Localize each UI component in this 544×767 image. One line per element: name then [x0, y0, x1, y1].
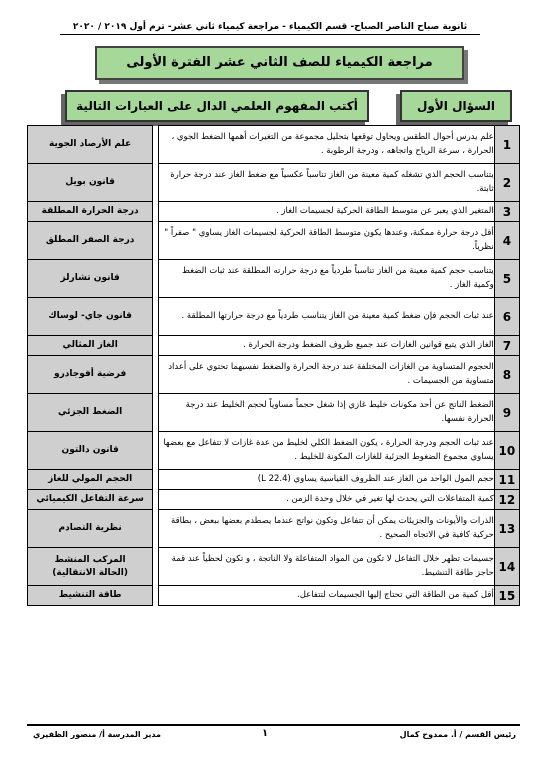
row-number: 12 — [494, 490, 519, 510]
statement-text: الضغط الناتج عن أحد مكونات خليط غازي إذا شغل حجماً مساوياً لحجم الخليط عند درجة الحرارة نفسها. — [159, 394, 494, 432]
head-of-department: رئيس القسم / أ. ممدوح كمال — [399, 730, 516, 739]
table-row — [28, 164, 520, 202]
school-principal: مدير المدرسة أ/ منصور الظفيري — [33, 730, 162, 739]
page-title: مراجعة الكيمياء للصف الثاني عشر الفترة الأولى — [95, 46, 464, 80]
school-header-line: ثانوية صباح الناصر الصباح- قسم الكيمياء - مراجعة كيمياء ثاني عشر- ترم أول ٢٠١٩ / ٢٠٢٠ — [60, 22, 480, 35]
answer-cell — [28, 260, 153, 298]
statement-text: الغاز الذي يتبع قوانين الغازات عند جميع ظروف الضغط ودرجة الحرارة . — [159, 336, 494, 356]
answer-cell — [28, 222, 153, 260]
answer-text: طاقة التنشيط — [58, 590, 122, 601]
column-gap — [153, 126, 159, 164]
row-number: 14 — [494, 548, 519, 586]
answer-text: درجة الحرارة المطلقة — [41, 206, 139, 217]
table-row — [28, 510, 520, 548]
row-number: 5 — [494, 260, 519, 298]
answer-cell — [28, 548, 153, 586]
column-gap — [153, 548, 159, 586]
column-gap — [153, 164, 159, 202]
row-number: 9 — [494, 394, 519, 432]
answer-text: المركب المنشط — [54, 554, 126, 565]
row-number: 11 — [494, 470, 519, 490]
answer-cell — [28, 586, 153, 606]
answer-cell — [28, 164, 153, 202]
statement-text: عند ثبات الحجم فإن ضغط كمية معينة من الغاز يتناسب طردياً مع درجة حرارتها المطلقة . — [159, 298, 494, 336]
table-row — [28, 222, 520, 260]
questions-table — [27, 125, 520, 606]
statement-text: يتناسب حجم كمية معينة من الغاز تناسباً طردياً مع درجة حرارته المطلقة عند ثبات الضغط وكمية الغاز . — [159, 260, 494, 298]
answer-cell — [28, 336, 153, 356]
table-row — [28, 432, 520, 470]
column-gap — [153, 470, 159, 490]
answer-cell — [28, 126, 153, 164]
statement-text: الحجوم المتساوية من الغازات المختلفة عند درجة الحرارة والضغط نفسيهما تحتوي على أعداد متساوية من الجسيمات . — [159, 356, 494, 394]
statement-text: علم يدرس أحوال الطقس ويحاول توقعها بتحليل مجموعة من التغيرات أهمها الضغط الجوي ، الحرارة ، سرعة الرياح واتجاهه ، ودرجة الرطوبة . — [159, 126, 494, 164]
answer-text: الضغط الجزئي — [58, 407, 123, 418]
column-gap — [153, 394, 159, 432]
answer-text: الغاز المثالي — [62, 340, 118, 351]
statement-text: الذرات والأيونات والجزيئات يمكن أن تتفاعل وتكون نواتج عندما يصطدم بعضها ببعض ، بطاقة حركية كافية في الاتجاه الصحيح . — [159, 510, 494, 548]
answer-cell — [28, 298, 153, 336]
row-number: 2 — [494, 164, 519, 202]
statement-text: أقل درجة حرارة ممكنة، وعندها يكون متوسط الطاقة الحركية لجسيمات الغاز يساوي " صفراً " نظرياً. — [159, 222, 494, 260]
answer-text: فرضية أفوجادرو — [53, 369, 127, 380]
statement-text: عند ثبات الحجم ودرجة الحرارة ، يكون الضغط الكلي لخليط من عدة غازات لا تتفاعل مع بعضها يساوي مجموع الضغوط الجزئية للغازات المكونة للخليط . — [159, 432, 494, 470]
row-number: 15 — [494, 586, 519, 606]
answer-cell — [28, 432, 153, 470]
answer-cell — [28, 202, 153, 222]
answer-text: قانون دالتون — [61, 445, 119, 456]
answer-text: علم الأرصاد الجوية — [49, 139, 132, 150]
column-gap — [153, 260, 159, 298]
row-number: 6 — [494, 298, 519, 336]
table-row — [28, 260, 520, 298]
answer-text: درجة الصفر المطلق — [45, 235, 135, 246]
row-number: 4 — [494, 222, 519, 260]
answer-cell — [28, 490, 153, 510]
column-gap — [153, 490, 159, 510]
statement-text: حجم المول الواحد من الغاز عند الظروف القياسية يساوي (22.4 L) — [159, 470, 494, 490]
statement-text: جسيمات تظهر خلال التفاعل لا تكون من المواد المتفاعلة ولا الناتجة ، و تكون لحظياً عند قمة حاجز طاقة التنشيط. — [159, 548, 494, 586]
column-gap — [153, 432, 159, 470]
table-row — [28, 298, 520, 336]
column-gap — [153, 336, 159, 356]
table-row — [28, 490, 520, 510]
statement-text: أقل كمية من الطاقة التي تحتاج إليها الجسيمات لتتفاعل. — [159, 586, 494, 606]
answer-cell — [28, 470, 153, 490]
statement-text: المتغير الذي يعبر عن متوسط الطاقة الحركية لجسيمات الغاز . — [159, 202, 494, 222]
statement-text: كمية المتفاعلات التي يحدث لها تغير في خلال وحدة الزمن . — [159, 490, 494, 510]
table-row — [28, 548, 520, 586]
table-row — [28, 356, 520, 394]
answer-cell — [28, 394, 153, 432]
answer-text: قانون جاي- لوساك — [48, 311, 132, 322]
row-number: 3 — [494, 202, 519, 222]
column-gap — [153, 202, 159, 222]
table-row — [28, 202, 520, 222]
table-row — [28, 336, 520, 356]
section-label: السؤال الأول — [400, 90, 512, 122]
row-number: 13 — [494, 510, 519, 548]
instruction-banner: أكتب المفهوم العلمي الدال على العبارات التالية — [65, 90, 369, 122]
table-row — [28, 586, 520, 606]
table-row — [28, 470, 520, 490]
column-gap — [153, 586, 159, 606]
column-gap — [153, 298, 159, 336]
answer-text: سرعة التفاعل الكيميائي — [36, 494, 144, 505]
answer-cell — [28, 510, 153, 548]
row-number: 1 — [494, 126, 519, 164]
table-row — [28, 126, 520, 164]
answer-text: قانون بويل — [65, 177, 115, 188]
statement-text: يتناسب الحجم الذي تشغله كمية معينة من الغاز تناسباً عكسياً مع ضغط الغاز عند درجة حرارة ثابتة. — [159, 164, 494, 202]
column-gap — [153, 510, 159, 548]
table-row — [28, 394, 520, 432]
answer-subtext: (الحالة الانتقالية) — [52, 567, 129, 578]
answer-text: الحجم المولي للغاز — [48, 474, 133, 485]
row-number: 8 — [494, 356, 519, 394]
row-number: 10 — [494, 432, 519, 470]
page-footer — [27, 724, 520, 742]
answer-cell — [28, 356, 153, 394]
answer-text: قانون تشارلز — [60, 273, 120, 284]
page-number: ١ — [262, 728, 269, 739]
answer-text: نظرية التصادم — [58, 523, 122, 534]
column-gap — [153, 222, 159, 260]
row-number: 7 — [494, 336, 519, 356]
column-gap — [153, 356, 159, 394]
